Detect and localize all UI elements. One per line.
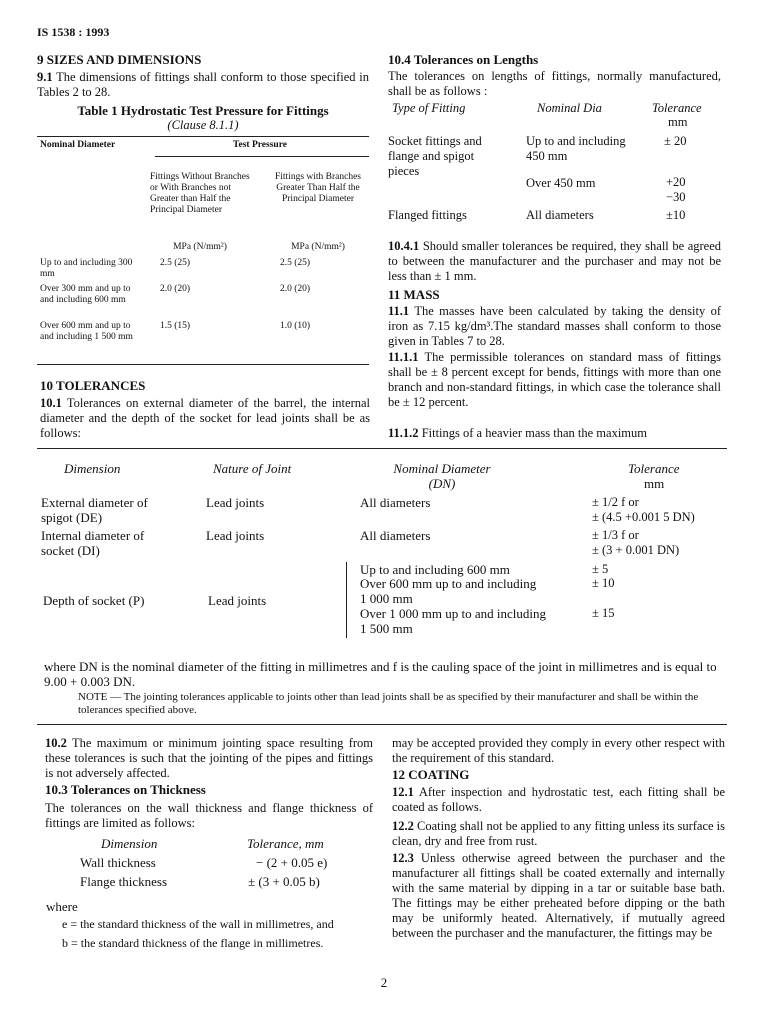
table-1-row-1-a: 2.5 (25): [160, 258, 191, 268]
length-table-row-1a-tol: ± 20: [664, 134, 687, 148]
length-table-col-unit: mm: [668, 115, 688, 129]
wide-table-top-rule: [37, 448, 727, 449]
thickness-table-row-2-tol: ± (3 + 0.05 b): [248, 874, 320, 889]
paragraph-10-4-1: [388, 239, 721, 284]
wide-table-row-3-tol-3: ± 15: [592, 606, 615, 620]
paragraph-text: Should smaller tolerances be required, they shall be agreed to between the manufacturer and the purchaser and may not be less than ± 1 mm.: [388, 239, 721, 283]
document-header: IS 1538 : 1993: [37, 25, 110, 39]
clause-number: 12.2: [392, 819, 414, 833]
table-1-sub-col-2: Fittings with Branches Greater Than Half the Principal Diameter: [274, 172, 362, 204]
wide-table-row-3-dimension: Depth of socket (P): [43, 593, 145, 608]
table-1-sub-col-1: Fittings Without Branches or With Branches not Greater than Half the Principal Diameter: [150, 172, 250, 215]
where-label: where: [46, 899, 78, 914]
paragraph-text: The permissible tolerances on standard mass of fittings shall be ± 8 percent except for bends, fittings with more than one branch and non-standard fittings, in which case the tolerance shall be ± 12 percent.: [388, 350, 721, 409]
page-number: 2: [380, 975, 388, 990]
clause-number: 10.4.1: [388, 239, 420, 253]
paragraph-11-1-2: [388, 426, 721, 441]
wide-table-col-tolerance: Tolerance: [628, 461, 680, 476]
paragraph-text: Unless otherwise agreed between the purchaser and the manufacturer all fittings shall be coated externally and internally with the same material by dipping in a tar or suitable base bath. The fittings may be either preheated before dipping or the bath may be uniformly heated. Alternatively, if mutually agreed between the purchaser and the manufacturer, the fittings may be: [392, 851, 725, 940]
length-table-col-tolerance: Tolerance: [652, 101, 702, 115]
wide-table-row-2-joint: Lead joints: [206, 528, 265, 543]
length-table-row-1b-tol-plus: +20: [666, 175, 686, 189]
table-1-col-test-pressure: Test Pressure: [233, 140, 287, 150]
section-9-heading: 9 SIZES AND DIMENSIONS: [37, 52, 202, 67]
wide-table-col-nominal-diameter: Nominal Diameter: [393, 461, 491, 476]
length-table-col-type: Type of Fitting: [392, 101, 466, 115]
clause-number: 10.2: [45, 736, 67, 750]
wide-table-col-dn: (DN): [428, 476, 456, 491]
clause-number: 11.1: [388, 304, 410, 318]
table-1-title: Table 1 Hydrostatic Test Pressure for Fittings: [77, 103, 329, 118]
wide-table-bottom-rule: [37, 724, 727, 725]
length-table-row-2-tol: ±10: [666, 208, 686, 222]
table-1-unit-2: MPa (N/mm²): [291, 242, 345, 252]
table-1-top-rule: [37, 136, 369, 137]
wide-table-where-note: where DN is the nominal diameter of the fitting in millimetres and f is the cauling space of the joint in millimetres and is equal to 9.00 + 0.003 DN.: [44, 659, 717, 689]
table-1-row-1-nd: Up to and including 300 mm: [40, 258, 133, 279]
paragraph-12-3: [392, 851, 725, 941]
wide-table-row-1-tolerance: ± 1/2 f or ± (4.5 +0.001 5 DN): [592, 495, 695, 524]
thickness-table-row-1-dim: Wall thickness: [80, 855, 156, 870]
section-10-4-heading: 10.4 Tolerances on Lengths: [388, 52, 539, 67]
paragraph-11-1: [388, 304, 721, 349]
thickness-table-col-dimension: Dimension: [101, 836, 158, 851]
wide-table-col-dimension: Dimension: [64, 461, 121, 476]
section-11-heading: 11 MASS: [388, 287, 440, 302]
paragraph-10-3: The tolerances on the wall thickness and flange thickness of fittings are limited as follows:: [45, 801, 373, 830]
table-1-row-2-b: 2.0 (20): [280, 284, 311, 294]
section-10-3-heading: 10.3 Tolerances on Thickness: [45, 782, 206, 797]
clause-number: 9.1: [37, 70, 53, 84]
clause-number: 12.3: [392, 851, 414, 865]
wide-table-row-3-nd-2: Over 600 mm up to and including 1 000 mm: [360, 576, 537, 606]
table-1-clause: (Clause 8.1.1): [167, 118, 239, 132]
wide-table-row-3-tol-1: ± 5: [592, 562, 609, 576]
clause-number: 12.1: [392, 785, 414, 799]
paragraph-10-1: [40, 396, 370, 441]
paragraph-12-1: [392, 785, 725, 815]
paragraph-text: Fittings of a heavier mass than the maximum: [421, 426, 647, 440]
paragraph-11-1-2-continued: may be accepted provided they comply in every other respect with the requirement of this standard.: [392, 736, 725, 765]
table-1-row-3-b: 1.0 (10): [280, 321, 311, 331]
table-1-row-1-b: 2.5 (25): [280, 258, 311, 268]
length-table-row-2-nd: All diameters: [526, 208, 594, 222]
paragraph-text: Coating shall not be applied to any fitting unless its surface is clean, dry and free from rust.: [392, 819, 726, 848]
wide-table-row-3-nd-1: Up to and including 600 mm: [360, 562, 510, 577]
paragraph-text: The dimensions of fittings shall conform to those specified in Tables 2 to 28.: [37, 70, 369, 99]
table-1-row-2-a: 2.0 (20): [160, 284, 191, 294]
section-10-heading: 10 TOLERANCES: [40, 378, 146, 393]
wide-table-row-3-joint: Lead joints: [208, 593, 267, 608]
wide-table-row-1-joint: Lead joints: [206, 495, 265, 510]
length-table-row-1-type: Socket fittings and flange and spigot pieces: [388, 134, 482, 178]
section-12-heading: 12 COATING: [392, 767, 470, 782]
table-1-unit-1: MPa (N/mm²): [173, 242, 227, 252]
table-1-row-2-nd: Over 300 mm and up to and including 600 mm: [40, 284, 131, 305]
table-1-col-nominal-diameter: Nominal Diameter: [40, 140, 116, 150]
wide-table-row-2-tolerance: ± 1/3 f or ± (3 + 0.001 DN): [592, 528, 680, 557]
thickness-table-col-tolerance: Tolerance, mm: [247, 836, 324, 851]
paragraph-11-1-1: [388, 350, 721, 410]
wide-table-col-nature-of-joint: Nature of Joint: [213, 461, 292, 476]
length-table-row-2-type: Flanged fittings: [388, 208, 467, 222]
clause-number: 11.1.2: [388, 426, 419, 440]
wide-table-brace: [346, 562, 347, 638]
where-definition-b: b = the standard thickness of the flange in millimetres.: [62, 936, 324, 950]
paragraph-text: Tolerances on external diameter of the barrel, the internal diameter and the depth of the socket for lead joints shall be as follows:: [40, 396, 370, 440]
wide-table-col-unit: mm: [644, 476, 665, 491]
wide-table-note: NOTE — The jointing tolerances applicable to joints other than lead joints shall be as specified by their manufacturer and shall be within the tolerances specified above.: [78, 691, 699, 716]
length-table-col-nd: Nominal Dia: [537, 101, 602, 115]
length-table-row-1b-tol-minus: −30: [666, 190, 686, 204]
paragraph-12-2: [392, 819, 725, 849]
thickness-table-row-2-dim: Flange thickness: [80, 874, 168, 889]
wide-table-row-1-nd: All diameters: [360, 495, 431, 510]
where-definition-e: e = the standard thickness of the wall in millimetres, and: [62, 917, 334, 931]
paragraph-9-1: [37, 70, 369, 100]
wide-table-row-3-tol-2: ± 10: [592, 576, 615, 590]
table-1-bottom-rule: [37, 364, 369, 365]
table-1-row-3-a: 1.5 (15): [160, 321, 191, 331]
wide-table-row-2-nd: All diameters: [360, 528, 431, 543]
thickness-table-row-1-tol: − (2 + 0.05 e): [256, 855, 328, 870]
clause-number: 11.1.1: [388, 350, 419, 364]
clause-number: 10.1: [40, 396, 62, 410]
length-table-row-1b-nd: Over 450 mm: [526, 176, 596, 190]
table-1-sub-rule: [155, 156, 369, 157]
paragraph-text: The masses have been calculated by taking the density of iron as 7.15 kg/dm³.The standard masses shall conform to those given in Tables 7 to 28.: [388, 304, 721, 348]
length-table-row-1a-nd: Up to and including 450 mm: [526, 134, 626, 163]
wide-table-row-2-dimension: Internal diameter of socket (DI): [41, 528, 145, 558]
paragraph-10-4-intro: The tolerances on lengths of fittings, normally manufactured, shall be as follows :: [388, 69, 721, 98]
paragraph-text: After inspection and hydrostatic test, each fitting shall be coated as follows.: [392, 785, 726, 814]
wide-table-row-1-dimension: External diameter of spigot (DE): [41, 495, 148, 525]
table-1-row-3-nd: Over 600 mm and up to and including 1 500 mm: [40, 321, 133, 342]
paragraph-10-2: [45, 736, 373, 781]
paragraph-text: The maximum or minimum jointing space resulting from these tolerances is such that the jointing of the pipes and fittings is not adversely affected.: [45, 736, 373, 780]
wide-table-row-3-nd-3: Over 1 000 mm up to and including 1 500 mm: [360, 606, 546, 636]
